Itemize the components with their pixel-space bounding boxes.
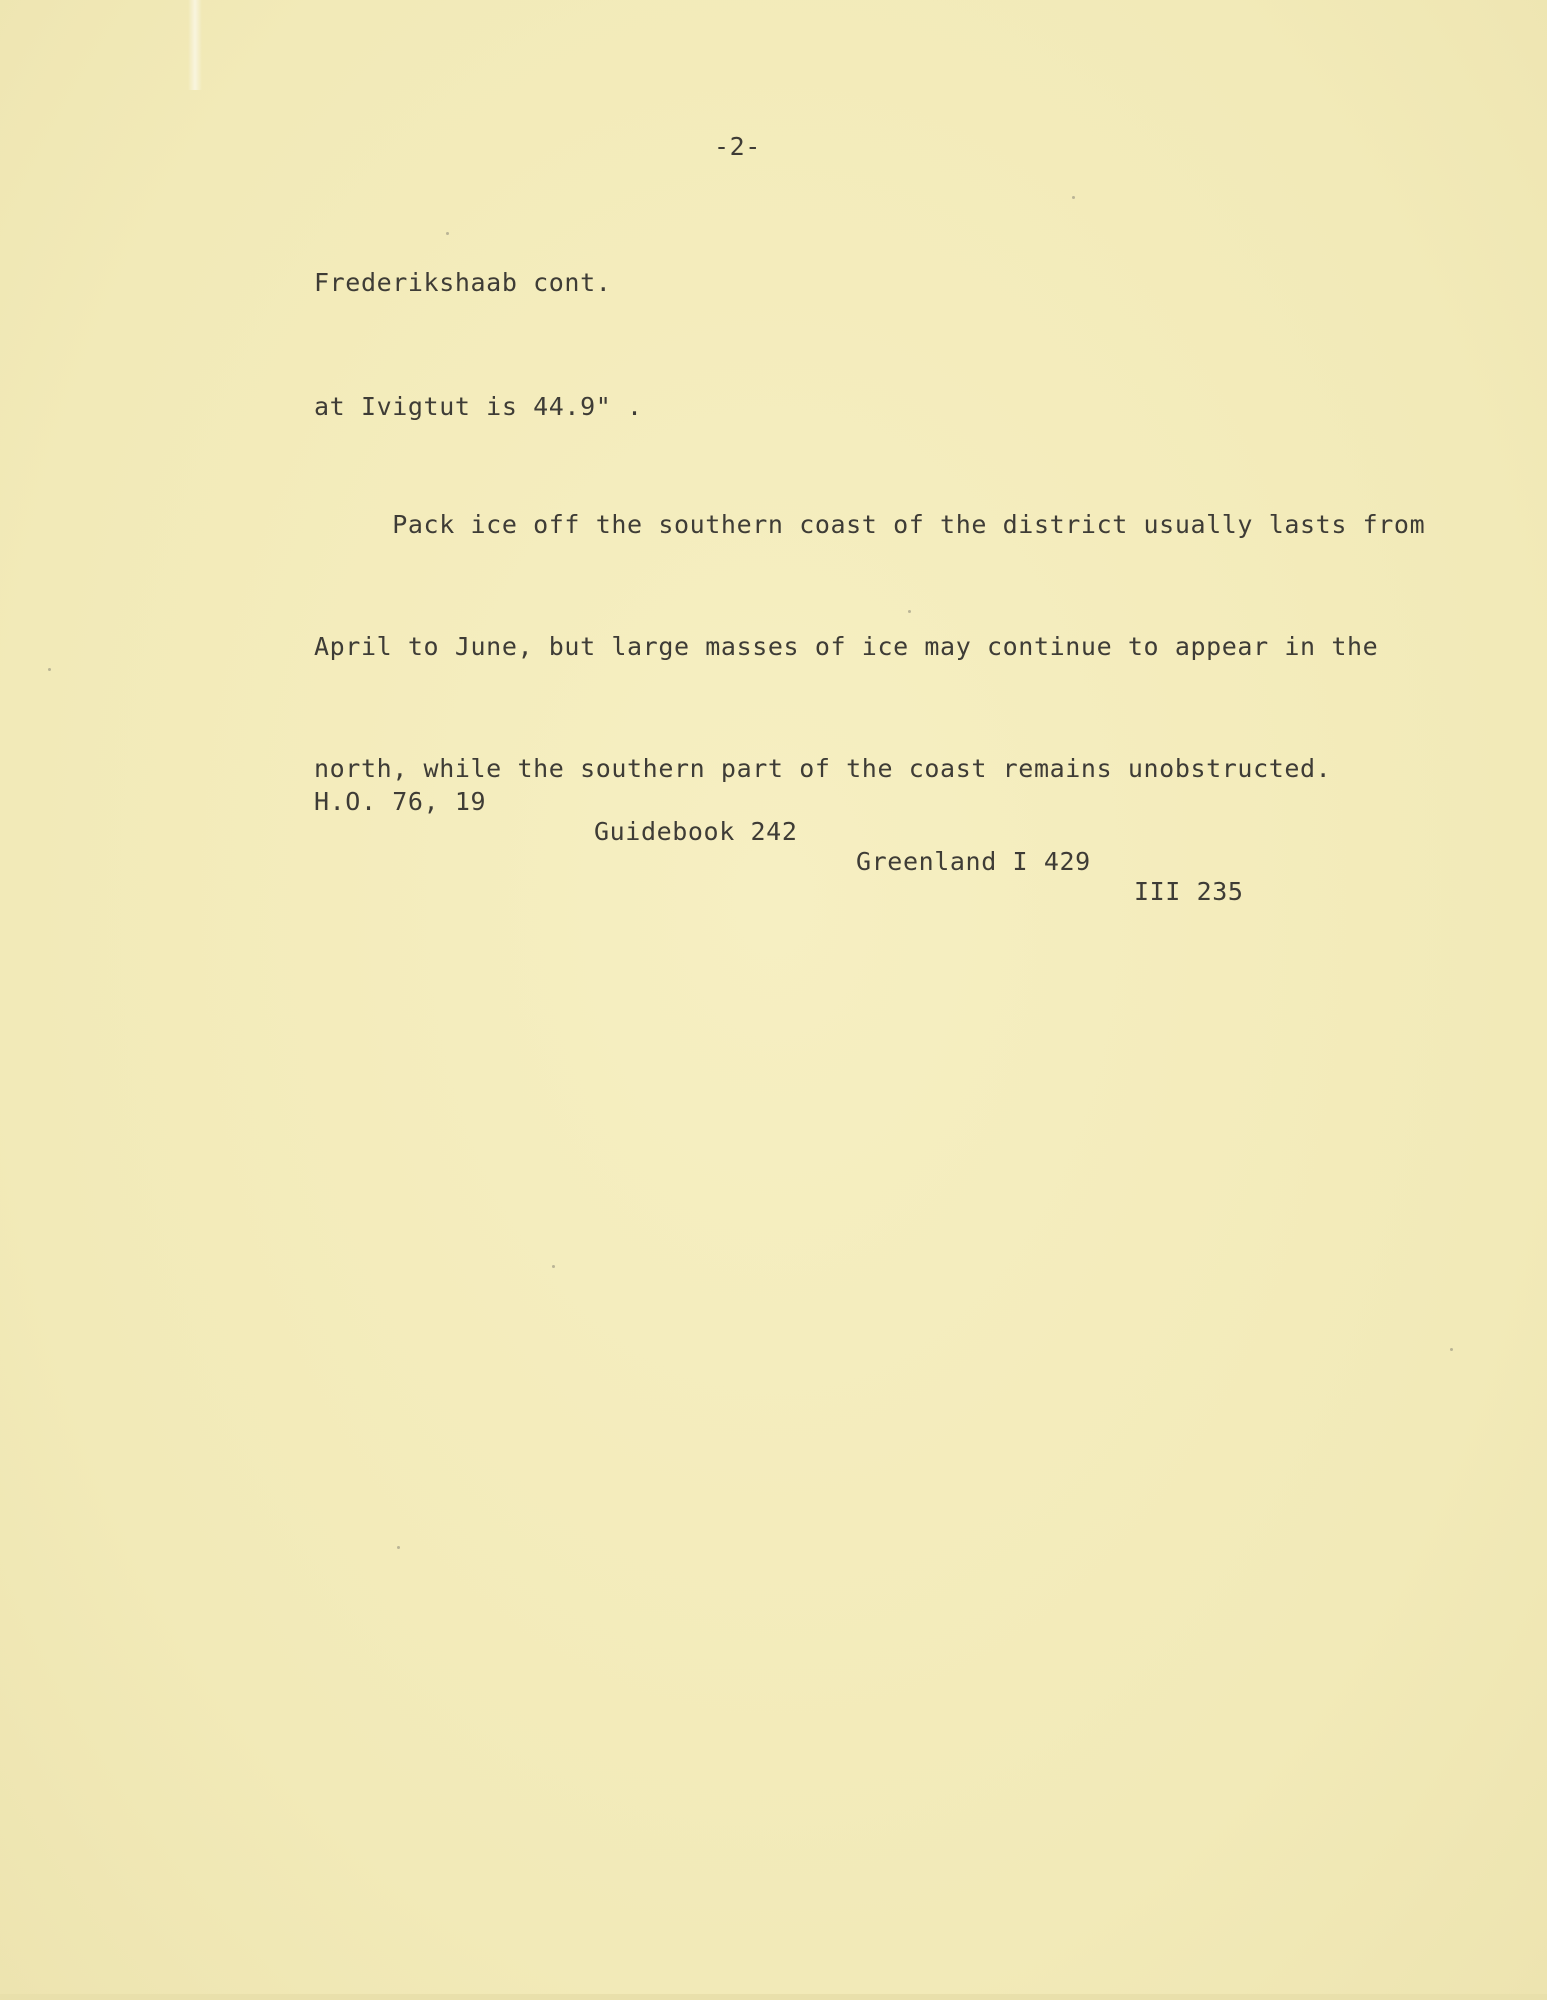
paper-speck bbox=[552, 1265, 555, 1268]
paper-speck bbox=[446, 232, 449, 235]
paper-edge bbox=[0, 1994, 1547, 2000]
paper-speck bbox=[1450, 1348, 1453, 1351]
paper-speck bbox=[1072, 196, 1075, 199]
reference-guidebook: Guidebook 242 bbox=[594, 817, 798, 846]
continuation-line: at Ivigtut is 44.9" . bbox=[314, 392, 643, 421]
paper-speck bbox=[397, 1546, 400, 1549]
paragraph-line: Pack ice off the southern coast of the district usually lasts from bbox=[314, 510, 1426, 539]
paper-crease bbox=[188, 0, 202, 90]
paragraph-line: north, while the southern part of the coast remains unobstructed. bbox=[314, 754, 1332, 783]
reference-ho: H.O. 76, 19 bbox=[314, 787, 487, 816]
page-number: -2- bbox=[714, 132, 761, 161]
reference-volume-iii: III 235 bbox=[1134, 877, 1244, 906]
section-heading: Frederikshaab cont. bbox=[314, 268, 612, 297]
paper-speck bbox=[48, 668, 51, 671]
reference-greenland: Greenland I 429 bbox=[856, 847, 1091, 876]
paragraph-line: April to June, but large masses of ice may continue to appear in the bbox=[314, 632, 1379, 661]
